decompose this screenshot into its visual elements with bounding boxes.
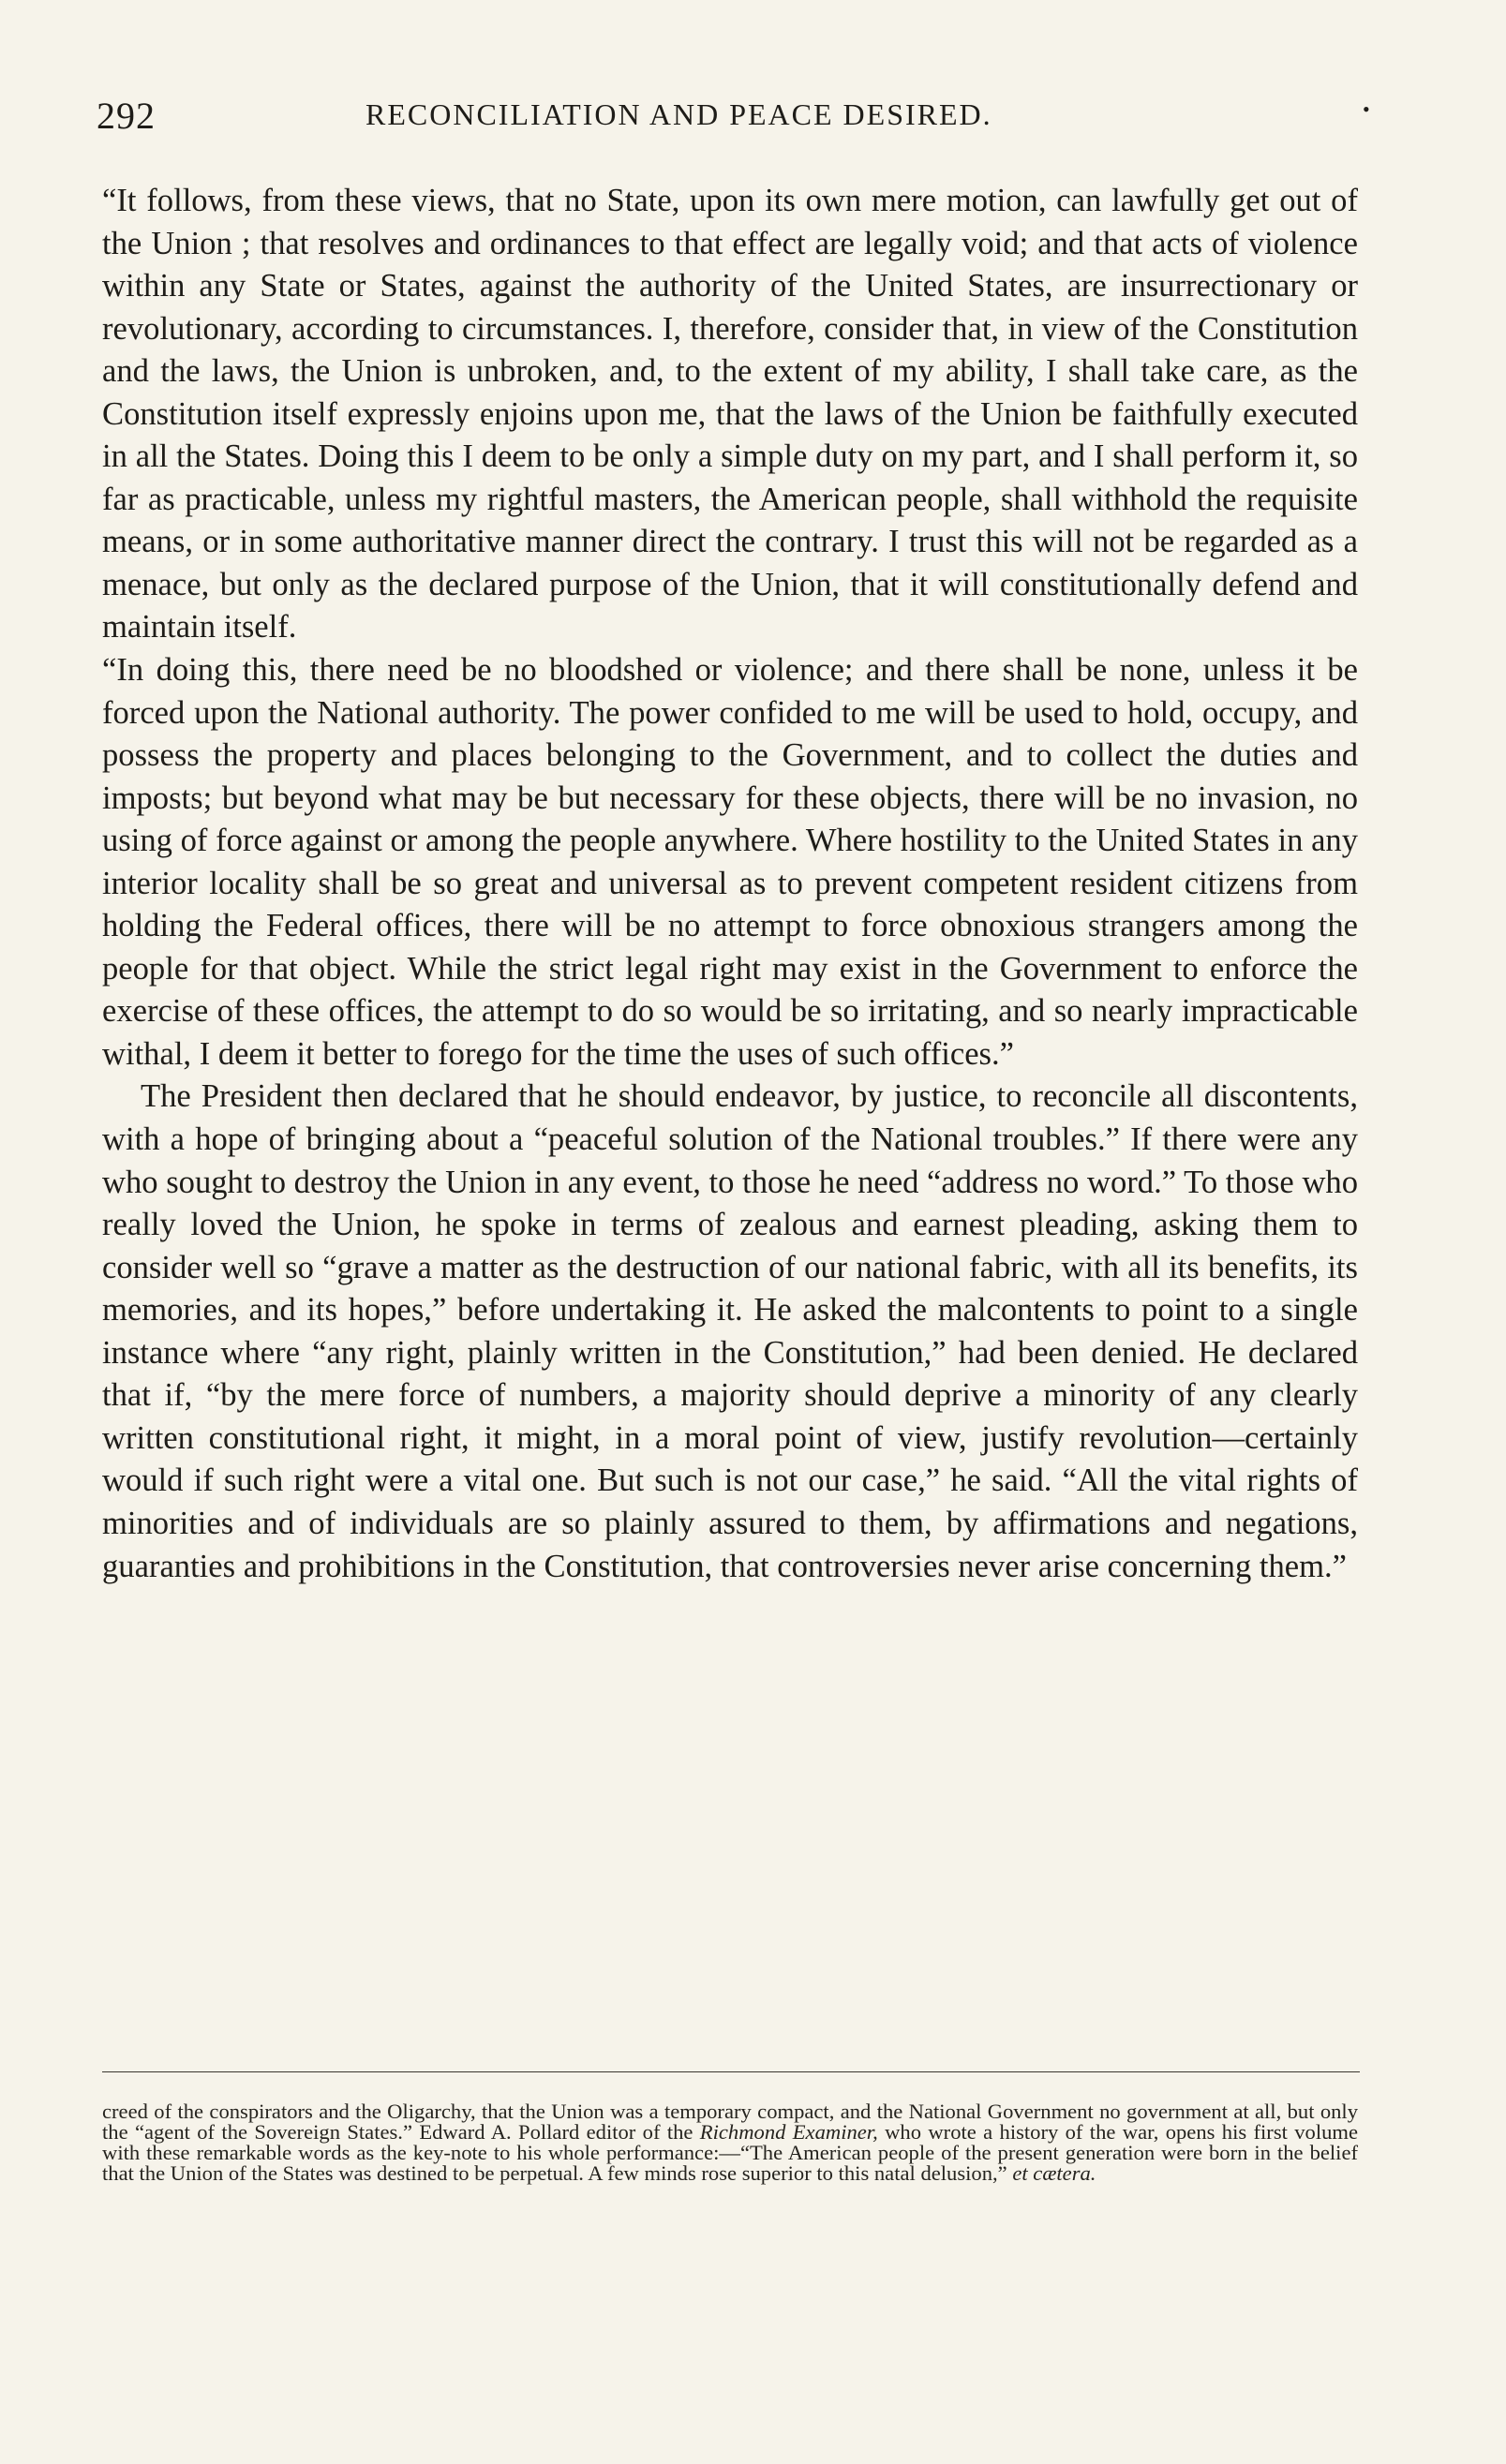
main-text [102, 180, 1358, 1588]
quote-paragraph-2: “In doing this, there need be no bloodshed or violence; and there shall be none, unless it be forced upon the National authority. The power confided to me will be used to hold, occupy, and possess the property and places belonging to the Government, and to collect the duties and imposts; but beyond what may be but necessary for these objects, there will be no invasion, no using of force against or among the people anywhere. Where hostility to the United States in any interior locality shall be so great and universal as to prevent competent resident citizens from holding the Federal offices, there will be no attempt to force obnoxious strangers among the people for that object. While the strict legal right may exist in the Government to enforce the exercise of these offices, the attempt to do so would be so irritating, and so nearly impracticable withal, I deem it better to forego for the time the uses of such offices.” [102, 652, 1358, 1072]
footnote-text-middle: who wrote a history of the war, opens his first volume with these remarkable words as the key-note to his whole performance:—“The American people of the present generation were born in the belief that the Union of the States was destined to be perpetual. A few minds rose superior to this natal delusion,” [102, 2120, 1359, 2186]
footnote-paragraph [102, 2101, 1358, 2184]
header-mark: • [1363, 97, 1370, 121]
footnote-source-title: Richmond Examiner, [699, 2120, 878, 2145]
page-header [97, 94, 1370, 150]
footnote-ending: et cætera. [1012, 2161, 1096, 2186]
footnote-divider [102, 2071, 1360, 2072]
narrative-paragraph: The President then declared that he should endeavor, by justice, to reconcile all discontents, with a hope of bringing about a “peaceful solution of the National troubles.” If there were any who sought to destroy the Union in any event, to those he need “address no word.” To those who really loved the Union, he spoke in terms of zealous and earnest pleading, asking them to consider well so “grave a matter as the destruction of our national fabric, with all its benefits, its memories, and its hopes,” before undertaking it. He asked the malcontents to point to a single instance where “any right, plainly written in the Constitution,” had been denied. He declared that if, “by the mere force of numbers, a majority should deprive a minority of any clearly written constitutional right, it might, in a moral point of view, justify revolution—certainly would if such right were a vital one. But such is not our case,” he said. “All the vital rights of minorities and of individuals are so plainly assured to them, by affirmations and negations, guaranties and prohibitions in the Constitution, that controversies never arise concerning them.” [102, 1078, 1358, 1584]
running-title: RECONCILIATION AND PEACE DESIRED. [365, 97, 992, 131]
footnote [102, 2101, 1358, 2184]
footnote-text-start: creed of the conspirators and the Oligarchy, that the Union was a temporary compact, and the National Government no government at all, but only the “agent of the Sovereign States.” Edward A. Pollard editor of the [102, 2100, 1358, 2145]
page-number: 292 [97, 95, 156, 137]
quote-paragraph-1: “It follows, from these views, that no State, upon its own mere motion, can lawfully get out of the Union ; that resolves and ordinances to that effect are legally void; and that acts of violence within any State or States, against the authority of the United States, are insurrectionary or revolutionary, according to circumstances. I, therefore, consider that, in view of the Constitution and the laws, the Union is unbroken, and, to the extent of my ability, I shall take care, as the Constitution itself expressly enjoins upon me, that the laws of the Union be faithfully executed in all the States. Doing this I deem to be only a simple duty on my part, and I shall perform it, so far as practicable, unless my rightful masters, the American people, shall withhold the requisite means, or in some authoritative manner direct the contrary. I trust this will not be regarded as a menace, but only as the declared purpose of the Union, that it will constitutionally defend and maintain itself. [102, 183, 1358, 646]
